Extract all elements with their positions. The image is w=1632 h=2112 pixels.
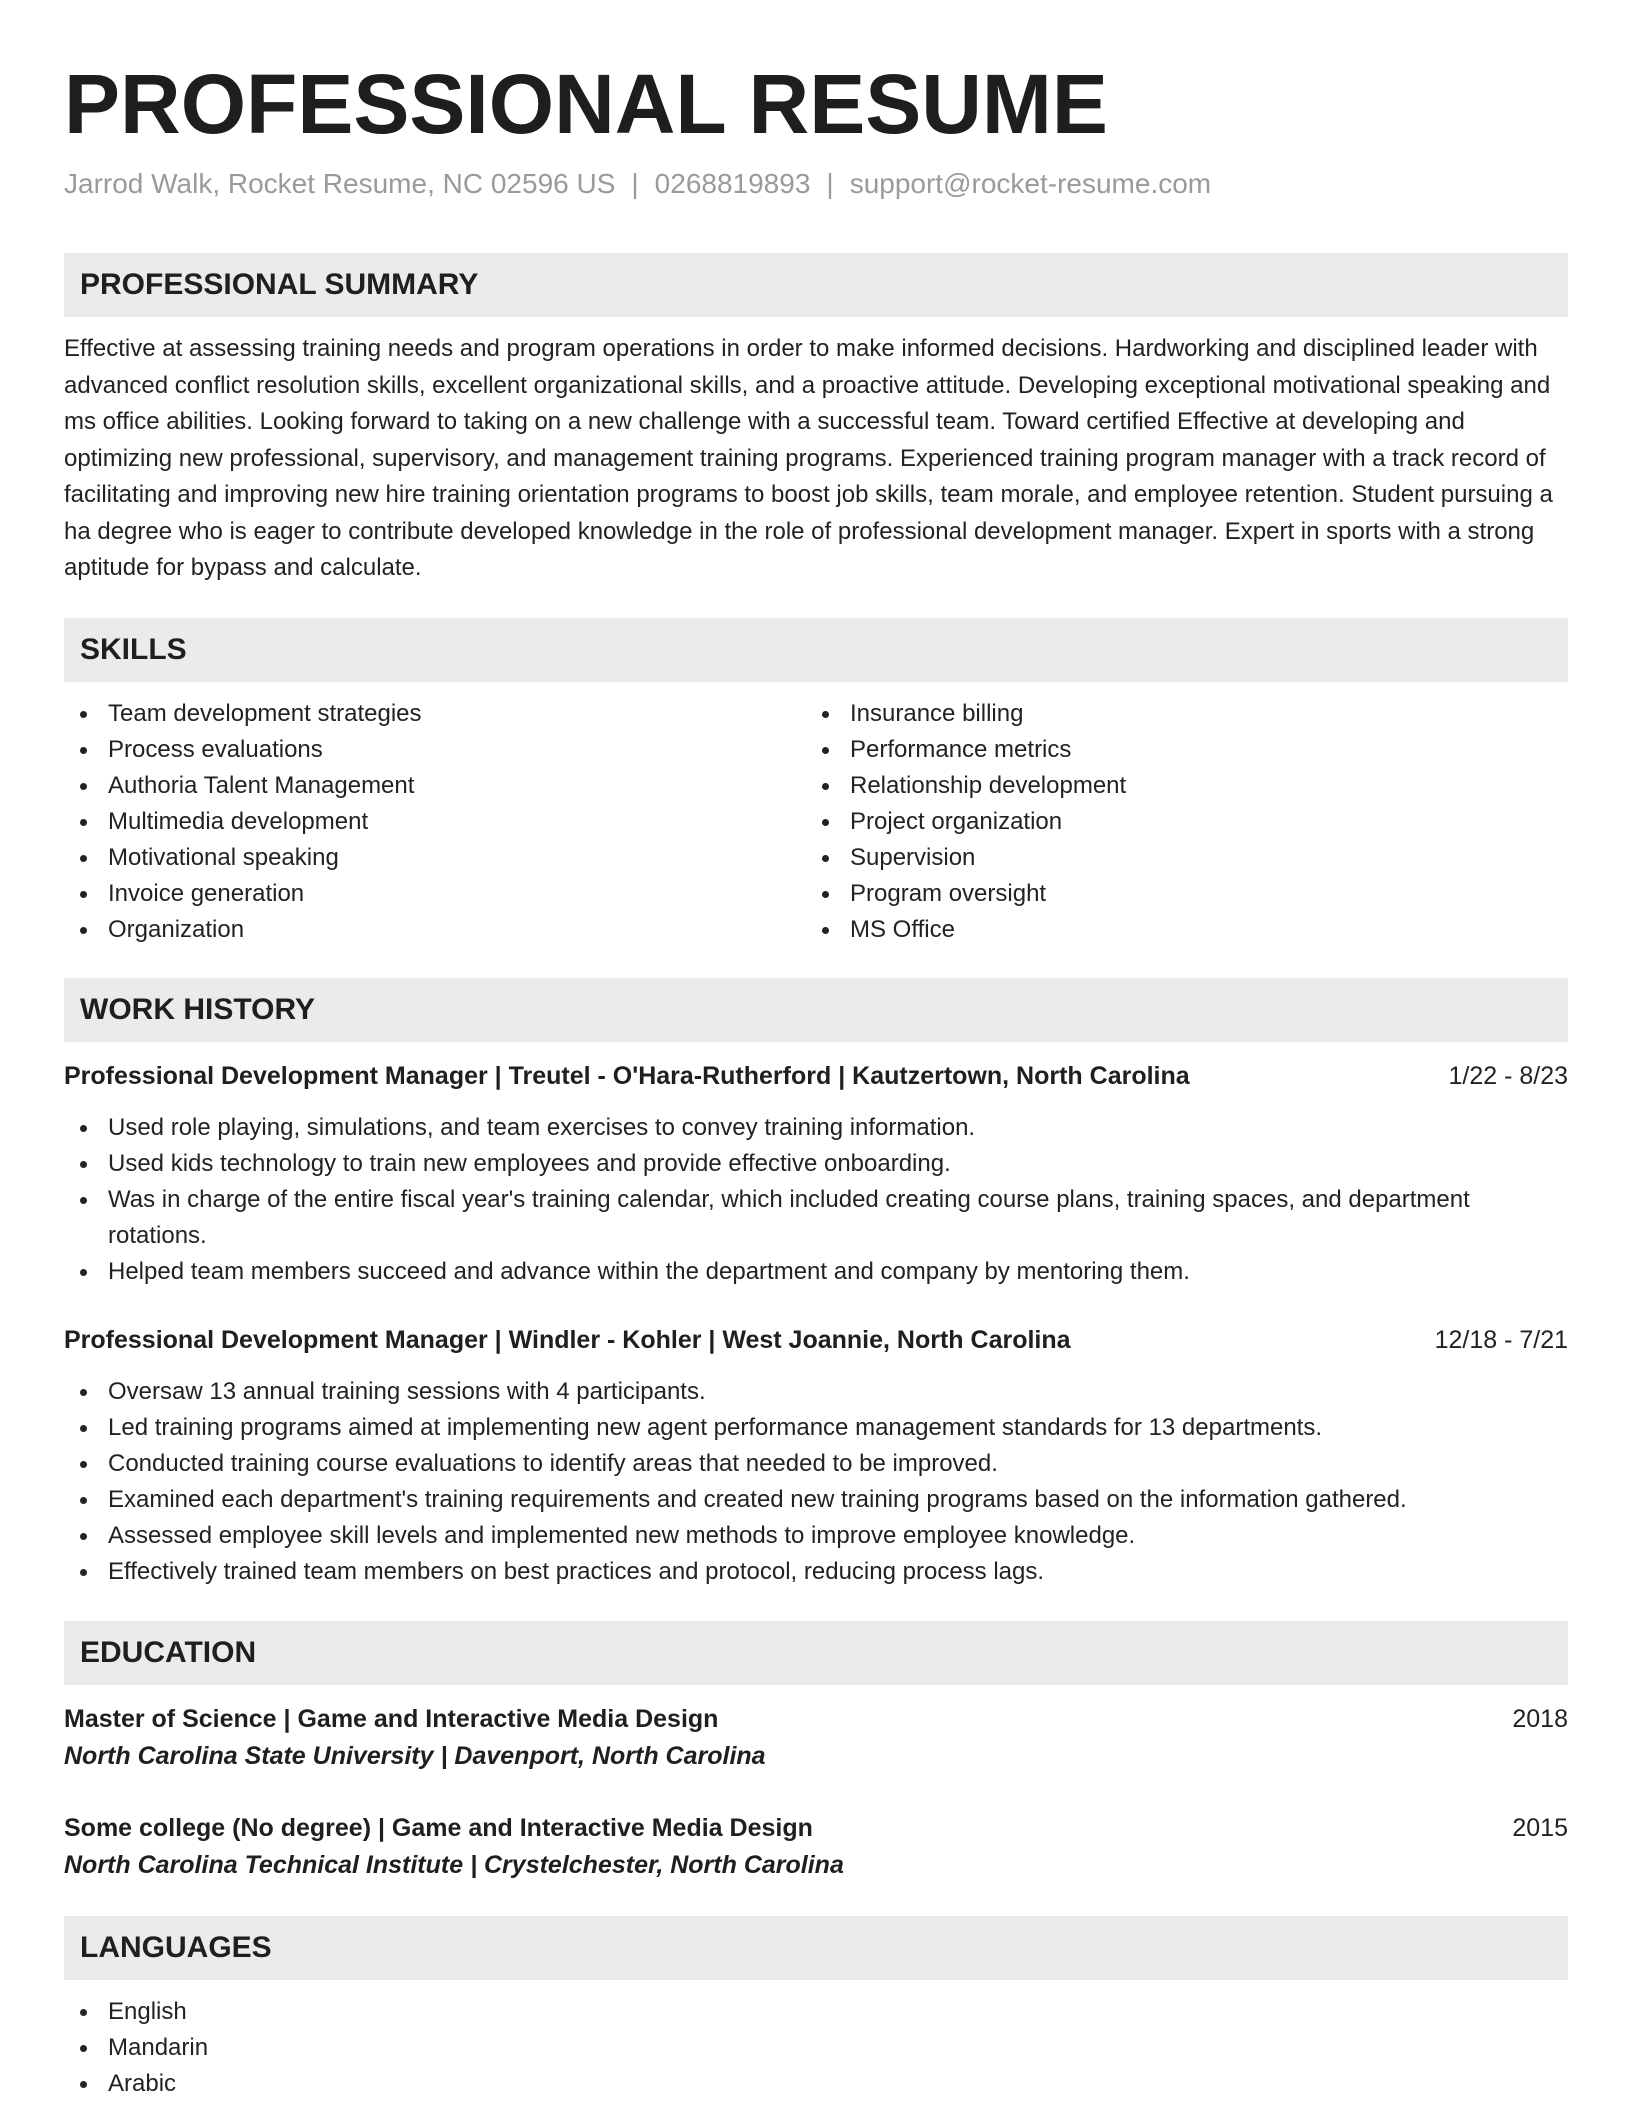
languages-list bbox=[64, 1994, 1568, 2102]
job-bullet: Was in charge of the entire fiscal year's training calendar, which included creating course plans, training spaces, and department rotations. bbox=[64, 1182, 1568, 1254]
job-bullets bbox=[64, 1374, 1568, 1590]
skill-item: Performance metrics bbox=[806, 732, 1548, 768]
skill-item: Supervision bbox=[806, 840, 1548, 876]
job-header bbox=[64, 1322, 1568, 1358]
skills-heading: SKILLS bbox=[64, 618, 1568, 682]
contact-phone: 0268819893 bbox=[654, 168, 811, 199]
summary-heading: PROFESSIONAL SUMMARY bbox=[64, 253, 1568, 317]
education-entry bbox=[64, 1810, 1568, 1884]
skill-item: Organization bbox=[64, 912, 806, 948]
job-bullet: Conducted training course evaluations to identify areas that needed to be improved. bbox=[64, 1446, 1568, 1482]
job-entry bbox=[64, 1322, 1568, 1590]
education-header bbox=[64, 1701, 1568, 1737]
languages-heading: LANGUAGES bbox=[64, 1916, 1568, 1980]
education-year: 2015 bbox=[1512, 1813, 1568, 1842]
job-bullet: Oversaw 13 annual training sessions with 4 participants. bbox=[64, 1374, 1568, 1410]
skill-item: Program oversight bbox=[806, 876, 1548, 912]
skill-item: Authoria Talent Management bbox=[64, 768, 806, 804]
contact-email: support@rocket-resume.com bbox=[849, 168, 1212, 199]
education-degree: Master of Science | Game and Interactive Media Design bbox=[64, 1704, 719, 1733]
job-title: Professional Development Manager | Windler - Kohler | West Joannie, North Carolina bbox=[64, 1325, 1071, 1354]
skill-item: Relationship development bbox=[806, 768, 1548, 804]
job-dates: 1/22 - 8/23 bbox=[1448, 1061, 1568, 1090]
contact-separator: | bbox=[826, 168, 834, 199]
resume-title: PROFESSIONAL RESUME bbox=[64, 57, 1108, 151]
skill-item: Project organization bbox=[806, 804, 1548, 840]
job-bullet: Assessed employee skill levels and implemented new methods to improve employee knowledge. bbox=[64, 1518, 1568, 1554]
skills-column-left bbox=[64, 696, 806, 948]
contact-separator: | bbox=[631, 168, 639, 199]
job-bullet: Helped team members succeed and advance within the department and company by mentoring them. bbox=[64, 1254, 1568, 1290]
education-school: North Carolina Technical Institute | Crystelchester, North Carolina bbox=[64, 1850, 844, 1879]
language-item: Mandarin bbox=[64, 2030, 1568, 2066]
job-title: Professional Development Manager | Treutel - O'Hara-Rutherford | Kautzertown, North Carolina bbox=[64, 1061, 1190, 1090]
education-school: North Carolina State University | Davenport, North Carolina bbox=[64, 1741, 766, 1770]
job-bullet: Led training programs aimed at implementing new agent performance management standards for 13 departments. bbox=[64, 1410, 1568, 1446]
job-bullets bbox=[64, 1110, 1568, 1290]
contact-line bbox=[64, 166, 1568, 202]
skill-item: MS Office bbox=[806, 912, 1548, 948]
skill-item: Team development strategies bbox=[64, 696, 806, 732]
skills-column-right bbox=[806, 696, 1548, 948]
skills-list bbox=[64, 696, 1568, 948]
education-header bbox=[64, 1810, 1568, 1846]
education-year: 2018 bbox=[1512, 1704, 1568, 1733]
skill-item: Process evaluations bbox=[64, 732, 806, 768]
contact-address: Jarrod Walk, Rocket Resume, NC 02596 US bbox=[64, 168, 616, 199]
education-degree: Some college (No degree) | Game and Interactive Media Design bbox=[64, 1813, 813, 1842]
education-entry bbox=[64, 1701, 1568, 1775]
skill-item: Insurance billing bbox=[806, 696, 1548, 732]
job-bullet: Used role playing, simulations, and team exercises to convey training information. bbox=[64, 1110, 1568, 1146]
skill-item: Motivational speaking bbox=[64, 840, 806, 876]
skill-item: Multimedia development bbox=[64, 804, 806, 840]
summary-text: Effective at assessing training needs and program operations in order to make informed decisions. Hardworking and disciplined leader with advanced conflict resolution skills, excellent organizational skills, and a proactive attitude. Developing exceptional motivational speaking and ms office abilities. Looking forward to taking on a new challenge with a successful team. Toward certified Effective at developing and optimizing new professional, supervisory, and management training programs. Experienced training program manager with a track record of facilitating and improving new hire training orientation programs to boost job skills, team morale, and employee retention. Student pursuing a ha degree who is eager to contribute developed knowledge in the role of professional development manager. Expert in sports with a strong aptitude for bypass and calculate. bbox=[64, 335, 1553, 581]
skill-item: Invoice generation bbox=[64, 876, 806, 912]
education-heading: EDUCATION bbox=[64, 1621, 1568, 1685]
language-item: English bbox=[64, 1994, 1568, 2030]
job-entry bbox=[64, 1058, 1568, 1290]
job-header bbox=[64, 1058, 1568, 1094]
job-bullet: Effectively trained team members on best practices and protocol, reducing process lags. bbox=[64, 1554, 1568, 1590]
work-heading: WORK HISTORY bbox=[64, 978, 1568, 1042]
job-dates: 12/18 - 7/21 bbox=[1434, 1325, 1568, 1354]
language-item: Arabic bbox=[64, 2066, 1568, 2102]
job-bullet: Examined each department's training requirements and created new training programs based on the information gathered. bbox=[64, 1482, 1568, 1518]
job-bullet: Used kids technology to train new employees and provide effective onboarding. bbox=[64, 1146, 1568, 1182]
